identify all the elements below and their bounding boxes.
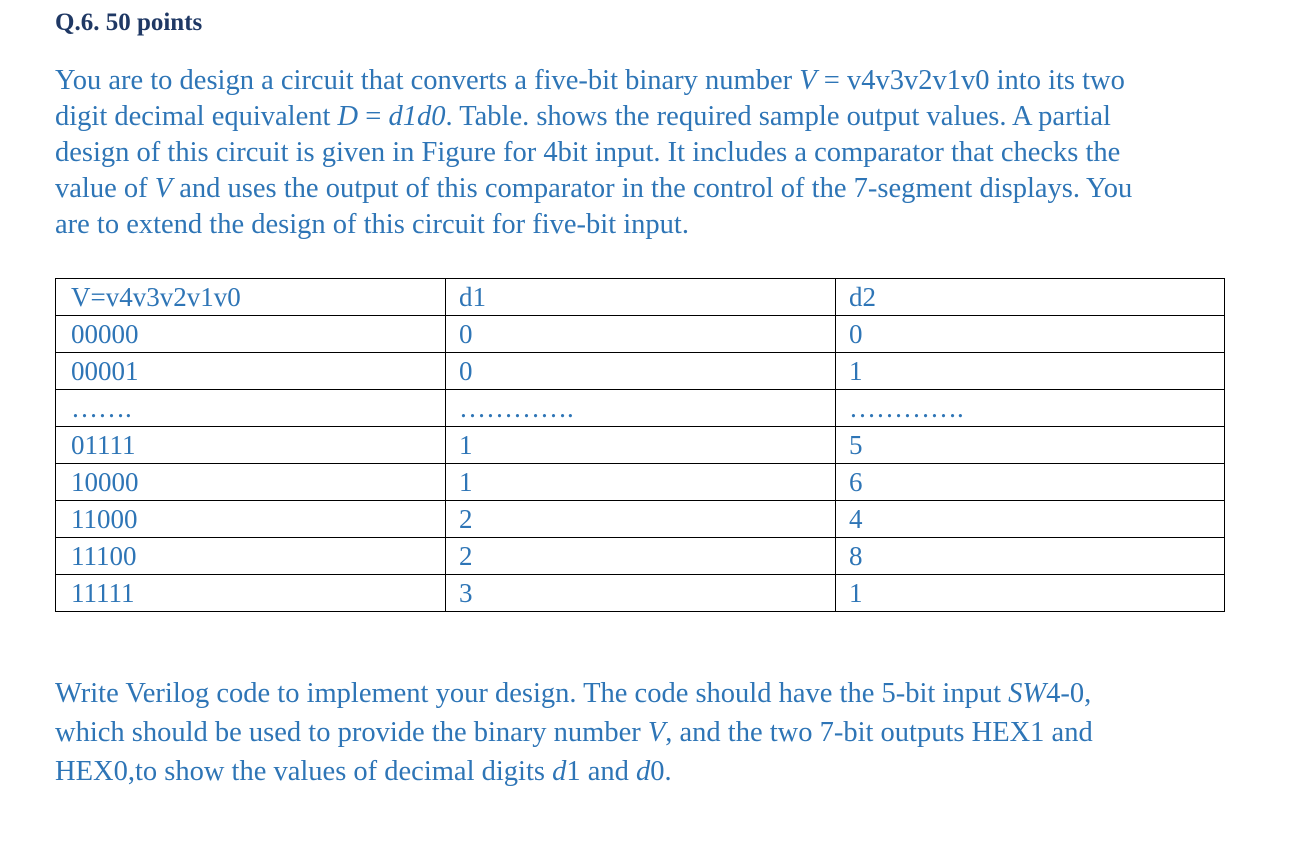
table-cell: 11100	[56, 538, 446, 575]
table-cell: 10000	[56, 464, 446, 501]
table-cell: 2	[446, 538, 836, 575]
table-row	[56, 538, 1225, 575]
table-cell: 00000	[56, 316, 446, 353]
table-cell: 11000	[56, 501, 446, 538]
conversion-table	[55, 278, 1225, 612]
table-cell: 6	[836, 464, 1225, 501]
table-header-cell: V=v4v3v2v1v0	[56, 279, 446, 316]
table-header-cell: d2	[836, 279, 1225, 316]
table-row	[56, 575, 1225, 612]
table-cell: ………….	[446, 390, 836, 427]
table-header-row	[56, 279, 1225, 316]
table-cell: 11111	[56, 575, 446, 612]
table-cell: 1	[446, 464, 836, 501]
intro-line-1: You are to design a circuit that converts a five-bit binary number V = v4v3v2v1v0 into its two	[55, 65, 1125, 96]
table-cell: 5	[836, 427, 1225, 464]
table-cell: 1	[446, 427, 836, 464]
table-header-cell: d1	[446, 279, 836, 316]
table-cell: ………….	[836, 390, 1225, 427]
table-row	[56, 353, 1225, 390]
table-row	[56, 427, 1225, 464]
table-cell: 0	[836, 316, 1225, 353]
table-cell: 1	[836, 575, 1225, 612]
task-line-1: Write Verilog code to implement your design. The code should have the 5-bit input SW4-0,	[55, 678, 1092, 709]
task-line-3: HEX0,to show the values of decimal digits d1 and d0.	[55, 756, 672, 787]
table-cell: 0	[446, 353, 836, 390]
table-cell: 4	[836, 501, 1225, 538]
intro-line-5: are to extend the design of this circuit for five-bit input.	[55, 209, 689, 240]
table-row	[56, 316, 1225, 353]
intro-line-3: design of this circuit is given in Figure for 4bit input. It includes a comparator that checks the	[55, 137, 1121, 168]
table-cell: 0	[446, 316, 836, 353]
table-row	[56, 390, 1225, 427]
table-row	[56, 464, 1225, 501]
table-cell: 8	[836, 538, 1225, 575]
question-heading: Q.6. 50 points	[55, 9, 203, 36]
table-cell: 1	[836, 353, 1225, 390]
table-cell: 3	[446, 575, 836, 612]
table-cell: 00001	[56, 353, 446, 390]
table-row	[56, 501, 1225, 538]
intro-paragraph	[55, 63, 1265, 243]
table-cell: …….	[56, 390, 446, 427]
table-cell: 01111	[56, 427, 446, 464]
task-line-2: which should be used to provide the binary number V, and the two 7-bit outputs HEX1 and	[55, 717, 1093, 748]
intro-line-2: digit decimal equivalent D = d1d0. Table. shows the required sample output values. A partial	[55, 101, 1111, 132]
task-paragraph	[55, 674, 1265, 791]
intro-line-4: value of V and uses the output of this comparator in the control of the 7-segment displays. You	[55, 173, 1133, 204]
table-cell: 2	[446, 501, 836, 538]
